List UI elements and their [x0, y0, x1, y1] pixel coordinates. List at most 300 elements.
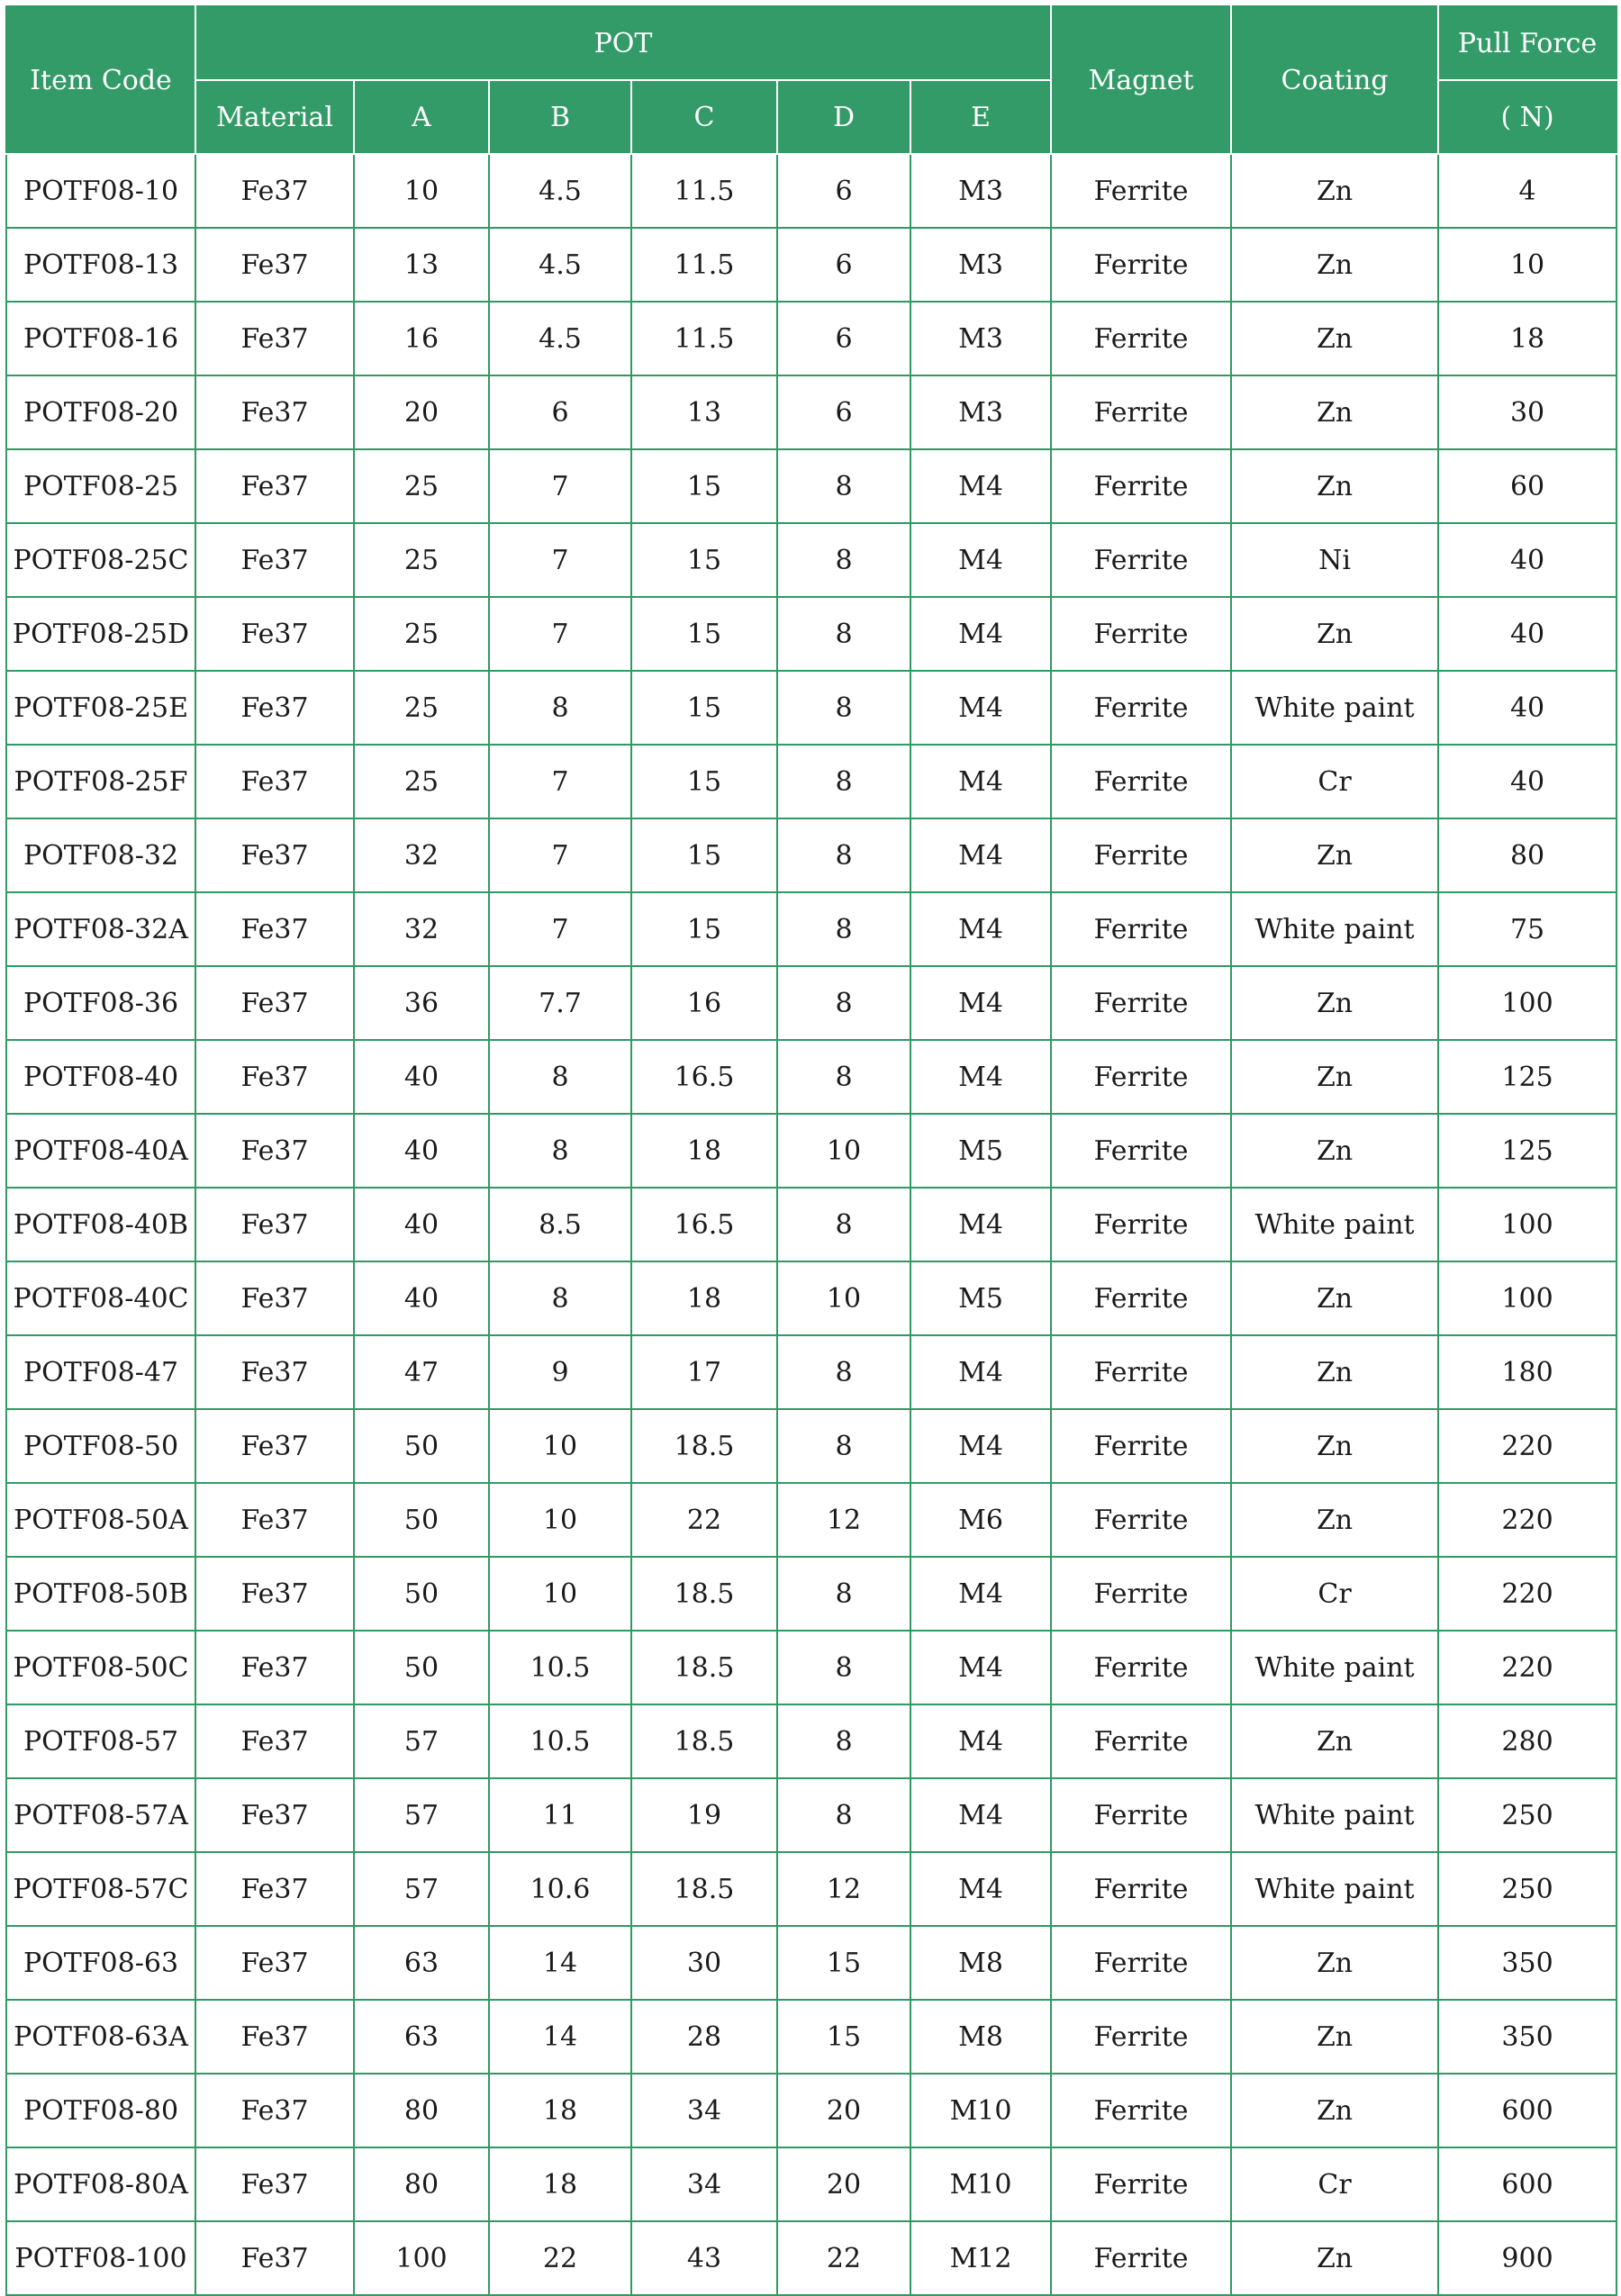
cell-dim-e: M10: [910, 2074, 1051, 2147]
cell-coating: Zn: [1231, 2000, 1438, 2074]
cell-coating: Zn: [1231, 1409, 1438, 1483]
cell-pull-force: 18: [1438, 302, 1616, 375]
cell-dim-b: 10: [489, 1483, 631, 1557]
cell-dim-a: 80: [354, 2074, 489, 2147]
cell-dim-d: 6: [777, 154, 910, 228]
cell-magnet: Ferrite: [1051, 1483, 1231, 1557]
cell-coating: White paint: [1231, 1852, 1438, 1926]
cell-dim-c: 22: [631, 1483, 777, 1557]
cell-dim-a: 13: [354, 228, 489, 302]
table-row: [6, 1335, 1616, 1409]
cell-material: Fe37: [195, 1557, 354, 1631]
cell-magnet: Ferrite: [1051, 671, 1231, 745]
cell-dim-d: 6: [777, 302, 910, 375]
cell-dim-c: 17: [631, 1335, 777, 1409]
cell-pull-force: 250: [1438, 1778, 1616, 1852]
cell-dim-e: M4: [910, 1778, 1051, 1852]
cell-dim-a: 25: [354, 671, 489, 745]
cell-dim-b: 14: [489, 2000, 631, 2074]
cell-dim-d: 12: [777, 1852, 910, 1926]
cell-pull-force: 220: [1438, 1631, 1616, 1704]
cell-item-code: POTF08-40: [6, 1040, 195, 1114]
cell-material: Fe37: [195, 597, 354, 671]
cell-dim-d: 8: [777, 1557, 910, 1631]
table-row: [6, 1852, 1616, 1926]
cell-dim-c: 18.5: [631, 1409, 777, 1483]
cell-material: Fe37: [195, 154, 354, 228]
cell-dim-d: 20: [777, 2147, 910, 2221]
cell-coating: Zn: [1231, 1335, 1438, 1409]
pot-magnet-spec-table: [5, 5, 1617, 2296]
cell-material: Fe37: [195, 1261, 354, 1335]
cell-dim-e: M4: [910, 597, 1051, 671]
cell-dim-b: 7: [489, 745, 631, 818]
cell-dim-a: 40: [354, 1040, 489, 1114]
table-row: [6, 2000, 1616, 2074]
table-row: [6, 1631, 1616, 1704]
cell-dim-b: 10.5: [489, 1631, 631, 1704]
table-row: [6, 745, 1616, 818]
cell-item-code: POTF08-50C: [6, 1631, 195, 1704]
cell-dim-a: 100: [354, 2221, 489, 2295]
cell-dim-e: M4: [910, 523, 1051, 597]
cell-material: Fe37: [195, 2221, 354, 2295]
cell-dim-c: 11.5: [631, 302, 777, 375]
cell-dim-e: M4: [910, 671, 1051, 745]
table-row: [6, 818, 1616, 892]
cell-dim-c: 16.5: [631, 1188, 777, 1261]
cell-item-code: POTF08-50: [6, 1409, 195, 1483]
cell-dim-e: M4: [910, 1040, 1051, 1114]
cell-dim-c: 15: [631, 449, 777, 523]
cell-dim-e: M8: [910, 2000, 1051, 2074]
cell-pull-force: 600: [1438, 2074, 1616, 2147]
cell-dim-d: 8: [777, 1188, 910, 1261]
cell-magnet: Ferrite: [1051, 892, 1231, 966]
table-row: [6, 2074, 1616, 2147]
cell-dim-e: M4: [910, 449, 1051, 523]
cell-dim-d: 8: [777, 1704, 910, 1778]
cell-dim-c: 34: [631, 2074, 777, 2147]
cell-material: Fe37: [195, 1040, 354, 1114]
cell-dim-e: M4: [910, 1335, 1051, 1409]
cell-dim-a: 25: [354, 449, 489, 523]
cell-coating: Zn: [1231, 2221, 1438, 2295]
cell-magnet: Ferrite: [1051, 818, 1231, 892]
cell-item-code: POTF08-40B: [6, 1188, 195, 1261]
table-row: [6, 449, 1616, 523]
cell-dim-a: 25: [354, 523, 489, 597]
cell-pull-force: 100: [1438, 1188, 1616, 1261]
cell-dim-e: M4: [910, 1409, 1051, 1483]
cell-coating: Zn: [1231, 449, 1438, 523]
cell-material: Fe37: [195, 449, 354, 523]
cell-dim-a: 57: [354, 1778, 489, 1852]
cell-item-code: POTF08-40A: [6, 1114, 195, 1188]
cell-dim-d: 8: [777, 449, 910, 523]
cell-coating: White paint: [1231, 671, 1438, 745]
header-pull-force-unit: ( N): [1438, 80, 1616, 154]
header-a: A: [354, 80, 489, 154]
cell-dim-e: M3: [910, 375, 1051, 449]
table-row: [6, 1409, 1616, 1483]
cell-pull-force: 600: [1438, 2147, 1616, 2221]
cell-item-code: POTF08-47: [6, 1335, 195, 1409]
cell-dim-d: 8: [777, 1409, 910, 1483]
cell-coating: Cr: [1231, 745, 1438, 818]
cell-pull-force: 900: [1438, 2221, 1616, 2295]
cell-dim-b: 4.5: [489, 302, 631, 375]
cell-dim-a: 20: [354, 375, 489, 449]
table-row: [6, 375, 1616, 449]
cell-dim-c: 18: [631, 1261, 777, 1335]
cell-magnet: Ferrite: [1051, 1040, 1231, 1114]
cell-coating: White paint: [1231, 1188, 1438, 1261]
cell-item-code: POTF08-50B: [6, 1557, 195, 1631]
cell-dim-b: 11: [489, 1778, 631, 1852]
cell-magnet: Ferrite: [1051, 966, 1231, 1040]
cell-magnet: Ferrite: [1051, 2074, 1231, 2147]
cell-dim-a: 25: [354, 745, 489, 818]
cell-pull-force: 220: [1438, 1557, 1616, 1631]
cell-dim-c: 15: [631, 818, 777, 892]
cell-dim-c: 18: [631, 1114, 777, 1188]
cell-item-code: POTF08-63: [6, 1926, 195, 2000]
cell-dim-b: 7: [489, 818, 631, 892]
cell-dim-e: M4: [910, 892, 1051, 966]
header-item-code: Item Code: [6, 6, 195, 154]
cell-dim-b: 14: [489, 1926, 631, 2000]
cell-coating: Zn: [1231, 375, 1438, 449]
cell-pull-force: 40: [1438, 597, 1616, 671]
table-row: [6, 671, 1616, 745]
cell-coating: Ni: [1231, 523, 1438, 597]
cell-dim-d: 10: [777, 1261, 910, 1335]
cell-magnet: Ferrite: [1051, 1261, 1231, 1335]
cell-dim-d: 15: [777, 1926, 910, 2000]
cell-dim-b: 8: [489, 1114, 631, 1188]
cell-material: Fe37: [195, 1704, 354, 1778]
cell-material: Fe37: [195, 1409, 354, 1483]
cell-dim-a: 63: [354, 1926, 489, 2000]
table-row: [6, 1926, 1616, 2000]
cell-dim-d: 6: [777, 375, 910, 449]
table-row: [6, 1040, 1616, 1114]
cell-magnet: Ferrite: [1051, 745, 1231, 818]
cell-dim-a: 40: [354, 1188, 489, 1261]
cell-item-code: POTF08-80: [6, 2074, 195, 2147]
cell-dim-a: 57: [354, 1852, 489, 1926]
cell-magnet: Ferrite: [1051, 523, 1231, 597]
table-row: [6, 1483, 1616, 1557]
cell-item-code: POTF08-20: [6, 375, 195, 449]
cell-dim-e: M4: [910, 818, 1051, 892]
cell-coating: Cr: [1231, 2147, 1438, 2221]
cell-pull-force: 75: [1438, 892, 1616, 966]
cell-dim-a: 50: [354, 1631, 489, 1704]
cell-material: Fe37: [195, 2074, 354, 2147]
cell-pull-force: 40: [1438, 523, 1616, 597]
cell-pull-force: 350: [1438, 1926, 1616, 2000]
cell-pull-force: 350: [1438, 2000, 1616, 2074]
cell-material: Fe37: [195, 523, 354, 597]
cell-dim-a: 16: [354, 302, 489, 375]
cell-pull-force: 30: [1438, 375, 1616, 449]
cell-dim-d: 8: [777, 1778, 910, 1852]
cell-magnet: Ferrite: [1051, 1778, 1231, 1852]
cell-item-code: POTF08-25F: [6, 745, 195, 818]
cell-dim-d: 22: [777, 2221, 910, 2295]
cell-material: Fe37: [195, 2147, 354, 2221]
cell-item-code: POTF08-25D: [6, 597, 195, 671]
cell-item-code: POTF08-63A: [6, 2000, 195, 2074]
cell-dim-c: 15: [631, 523, 777, 597]
cell-item-code: POTF08-50A: [6, 1483, 195, 1557]
cell-dim-d: 6: [777, 228, 910, 302]
cell-magnet: Ferrite: [1051, 2147, 1231, 2221]
cell-dim-a: 50: [354, 1483, 489, 1557]
table-row: [6, 1778, 1616, 1852]
cell-magnet: Ferrite: [1051, 1188, 1231, 1261]
cell-pull-force: 40: [1438, 671, 1616, 745]
cell-dim-c: 15: [631, 597, 777, 671]
cell-dim-c: 19: [631, 1778, 777, 1852]
cell-item-code: POTF08-36: [6, 966, 195, 1040]
cell-material: Fe37: [195, 1778, 354, 1852]
cell-dim-d: 15: [777, 2000, 910, 2074]
table-header: [6, 6, 1616, 154]
table-row: [6, 892, 1616, 966]
cell-material: Fe37: [195, 1188, 354, 1261]
table-row: [6, 2221, 1616, 2295]
cell-dim-b: 10: [489, 1557, 631, 1631]
cell-magnet: Ferrite: [1051, 1409, 1231, 1483]
cell-dim-a: 63: [354, 2000, 489, 2074]
cell-material: Fe37: [195, 1114, 354, 1188]
cell-dim-b: 8: [489, 1261, 631, 1335]
cell-pull-force: 100: [1438, 966, 1616, 1040]
cell-dim-b: 9: [489, 1335, 631, 1409]
table-row: [6, 1114, 1616, 1188]
cell-dim-c: 11.5: [631, 228, 777, 302]
cell-dim-e: M4: [910, 966, 1051, 1040]
cell-dim-c: 18.5: [631, 1852, 777, 1926]
cell-dim-b: 7: [489, 523, 631, 597]
cell-dim-b: 10: [489, 1409, 631, 1483]
cell-coating: Cr: [1231, 1557, 1438, 1631]
cell-dim-b: 18: [489, 2074, 631, 2147]
cell-magnet: Ferrite: [1051, 302, 1231, 375]
cell-dim-a: 50: [354, 1409, 489, 1483]
cell-dim-e: M8: [910, 1926, 1051, 2000]
cell-item-code: POTF08-25E: [6, 671, 195, 745]
cell-material: Fe37: [195, 1483, 354, 1557]
cell-dim-b: 6: [489, 375, 631, 449]
cell-pull-force: 180: [1438, 1335, 1616, 1409]
cell-dim-e: M10: [910, 2147, 1051, 2221]
cell-dim-a: 10: [354, 154, 489, 228]
cell-item-code: POTF08-25: [6, 449, 195, 523]
cell-magnet: Ferrite: [1051, 1704, 1231, 1778]
cell-dim-e: M5: [910, 1261, 1051, 1335]
cell-dim-d: 8: [777, 523, 910, 597]
cell-dim-e: M4: [910, 745, 1051, 818]
cell-material: Fe37: [195, 671, 354, 745]
cell-dim-e: M6: [910, 1483, 1051, 1557]
cell-pull-force: 60: [1438, 449, 1616, 523]
cell-pull-force: 220: [1438, 1409, 1616, 1483]
cell-dim-c: 43: [631, 2221, 777, 2295]
cell-dim-d: 8: [777, 818, 910, 892]
cell-dim-a: 47: [354, 1335, 489, 1409]
table-row: [6, 1704, 1616, 1778]
cell-dim-e: M4: [910, 1557, 1051, 1631]
cell-pull-force: 4: [1438, 154, 1616, 228]
cell-dim-a: 32: [354, 818, 489, 892]
cell-dim-b: 7: [489, 449, 631, 523]
cell-dim-b: 4.5: [489, 228, 631, 302]
header-material: Material: [195, 80, 354, 154]
cell-coating: White paint: [1231, 892, 1438, 966]
cell-material: Fe37: [195, 1631, 354, 1704]
cell-magnet: Ferrite: [1051, 1557, 1231, 1631]
cell-dim-e: M4: [910, 1852, 1051, 1926]
cell-item-code: POTF08-80A: [6, 2147, 195, 2221]
cell-dim-e: M12: [910, 2221, 1051, 2295]
cell-coating: Zn: [1231, 597, 1438, 671]
header-coating: Coating: [1231, 6, 1438, 154]
cell-coating: Zn: [1231, 302, 1438, 375]
cell-material: Fe37: [195, 375, 354, 449]
cell-coating: Zn: [1231, 2074, 1438, 2147]
header-pull-force: Pull Force: [1438, 6, 1616, 80]
cell-dim-e: M4: [910, 1631, 1051, 1704]
cell-dim-c: 15: [631, 745, 777, 818]
cell-dim-a: 36: [354, 966, 489, 1040]
cell-coating: Zn: [1231, 1704, 1438, 1778]
cell-dim-d: 8: [777, 597, 910, 671]
cell-material: Fe37: [195, 1926, 354, 2000]
cell-dim-d: 8: [777, 1040, 910, 1114]
cell-dim-c: 15: [631, 671, 777, 745]
cell-dim-a: 40: [354, 1261, 489, 1335]
cell-coating: White paint: [1231, 1631, 1438, 1704]
cell-dim-d: 12: [777, 1483, 910, 1557]
table-row: [6, 597, 1616, 671]
cell-dim-b: 7.7: [489, 966, 631, 1040]
header-magnet: Magnet: [1051, 6, 1231, 154]
cell-dim-d: 8: [777, 671, 910, 745]
cell-dim-a: 40: [354, 1114, 489, 1188]
cell-item-code: POTF08-32A: [6, 892, 195, 966]
cell-dim-b: 8.5: [489, 1188, 631, 1261]
cell-item-code: POTF08-10: [6, 154, 195, 228]
cell-material: Fe37: [195, 818, 354, 892]
cell-material: Fe37: [195, 302, 354, 375]
cell-dim-c: 28: [631, 2000, 777, 2074]
cell-dim-c: 15: [631, 892, 777, 966]
cell-dim-c: 16.5: [631, 1040, 777, 1114]
cell-coating: Zn: [1231, 1926, 1438, 2000]
cell-pull-force: 80: [1438, 818, 1616, 892]
cell-dim-c: 11.5: [631, 154, 777, 228]
header-c: C: [631, 80, 777, 154]
cell-dim-b: 18: [489, 2147, 631, 2221]
spec-table-container: [5, 5, 1617, 2296]
cell-dim-d: 8: [777, 966, 910, 1040]
cell-pull-force: 220: [1438, 1483, 1616, 1557]
cell-dim-b: 22: [489, 2221, 631, 2295]
cell-pull-force: 125: [1438, 1040, 1616, 1114]
cell-dim-c: 18.5: [631, 1557, 777, 1631]
header-e: E: [910, 80, 1051, 154]
cell-coating: Zn: [1231, 1040, 1438, 1114]
cell-dim-c: 18.5: [631, 1704, 777, 1778]
cell-coating: Zn: [1231, 1114, 1438, 1188]
cell-dim-c: 13: [631, 375, 777, 449]
cell-item-code: POTF08-100: [6, 2221, 195, 2295]
cell-item-code: POTF08-40C: [6, 1261, 195, 1335]
table-row: [6, 302, 1616, 375]
header-pot: POT: [195, 6, 1051, 80]
cell-dim-b: 8: [489, 671, 631, 745]
table-row: [6, 1557, 1616, 1631]
cell-dim-a: 50: [354, 1557, 489, 1631]
cell-dim-e: M3: [910, 228, 1051, 302]
cell-pull-force: 250: [1438, 1852, 1616, 1926]
cell-dim-d: 8: [777, 892, 910, 966]
cell-material: Fe37: [195, 892, 354, 966]
cell-dim-a: 80: [354, 2147, 489, 2221]
cell-pull-force: 100: [1438, 1261, 1616, 1335]
cell-dim-b: 10.6: [489, 1852, 631, 1926]
cell-magnet: Ferrite: [1051, 154, 1231, 228]
cell-dim-b: 7: [489, 597, 631, 671]
table-row: [6, 966, 1616, 1040]
table-row: [6, 154, 1616, 228]
header-row-top: [6, 6, 1616, 80]
cell-dim-c: 16: [631, 966, 777, 1040]
cell-magnet: Ferrite: [1051, 2000, 1231, 2074]
header-b: B: [489, 80, 631, 154]
cell-magnet: Ferrite: [1051, 1926, 1231, 2000]
cell-coating: Zn: [1231, 1483, 1438, 1557]
table-body: [6, 154, 1616, 2295]
cell-pull-force: 10: [1438, 228, 1616, 302]
cell-dim-e: M5: [910, 1114, 1051, 1188]
table-row: [6, 523, 1616, 597]
cell-material: Fe37: [195, 1335, 354, 1409]
cell-dim-e: M4: [910, 1188, 1051, 1261]
table-row: [6, 228, 1616, 302]
cell-dim-c: 34: [631, 2147, 777, 2221]
cell-dim-d: 10: [777, 1114, 910, 1188]
cell-item-code: POTF08-57C: [6, 1852, 195, 1926]
cell-dim-c: 30: [631, 1926, 777, 2000]
cell-coating: Zn: [1231, 1261, 1438, 1335]
cell-dim-e: M3: [910, 154, 1051, 228]
cell-coating: White paint: [1231, 1778, 1438, 1852]
cell-magnet: Ferrite: [1051, 1852, 1231, 1926]
cell-dim-d: 8: [777, 1631, 910, 1704]
cell-pull-force: 280: [1438, 1704, 1616, 1778]
cell-magnet: Ferrite: [1051, 597, 1231, 671]
cell-magnet: Ferrite: [1051, 2221, 1231, 2295]
cell-pull-force: 125: [1438, 1114, 1616, 1188]
cell-dim-a: 25: [354, 597, 489, 671]
cell-magnet: Ferrite: [1051, 1631, 1231, 1704]
cell-material: Fe37: [195, 228, 354, 302]
